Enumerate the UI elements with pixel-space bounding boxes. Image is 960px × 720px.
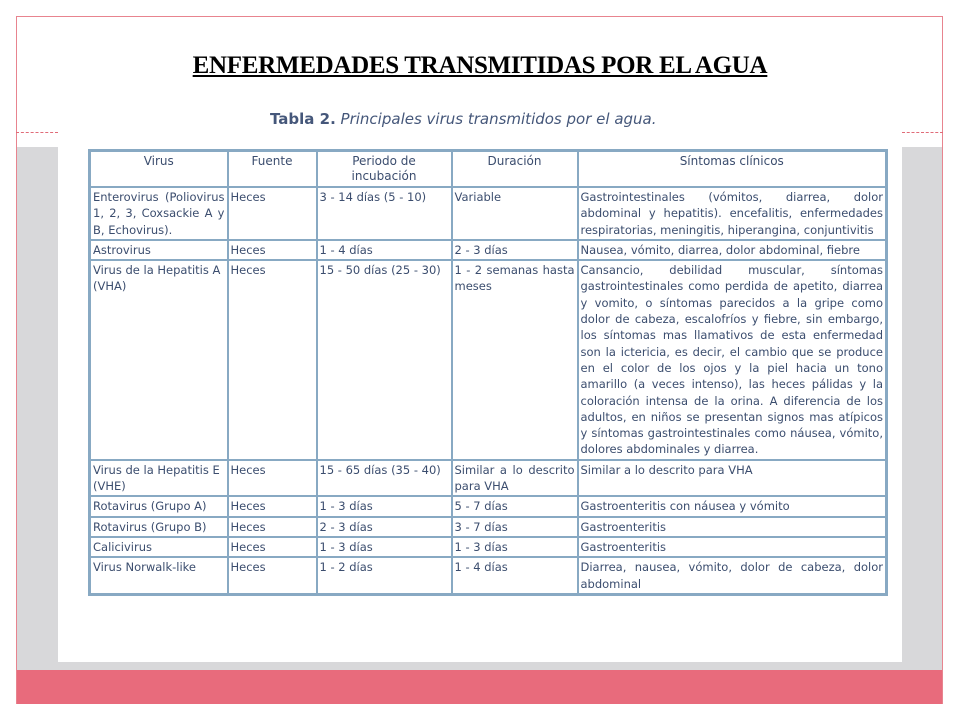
table-row [90,537,887,557]
cell-sintomas: Nausea, vómito, diarrea, dolor abdominal, fiebre [578,240,887,260]
cell-periodo: 2 - 3 días [317,517,452,537]
table-row [90,557,887,594]
cell-virus: Enterovirus (Poliovirus 1, 2, 3, Coxsackie A y B, Echovirus). [90,187,228,240]
header-divider-right [902,132,943,133]
cell-virus: Virus de la Hepatitis E (VHE) [90,460,228,497]
header-duracion: Duración [452,151,578,188]
cell-virus: Virus de la Hepatitis A (VHA) [90,260,228,460]
table-row [90,496,887,516]
table-caption [270,110,770,128]
cell-duracion: 1 - 2 semanas hasta meses [452,260,578,460]
cell-sintomas: Gastroenteritis [578,537,887,557]
cell-fuente: Heces [228,537,317,557]
cell-periodo: 1 - 2 días [317,557,452,594]
table-row [90,460,887,497]
cell-periodo: 1 - 3 días [317,496,452,516]
table-row [90,260,887,460]
table-row [90,517,887,537]
cell-sintomas: Similar a lo descrito para VHA [578,460,887,497]
cell-sintomas: Gastroenteritis con náusea y vómito [578,496,887,516]
cell-periodo: 15 - 65 días (35 - 40) [317,460,452,497]
cell-fuente: Heces [228,496,317,516]
cell-sintomas: Gastrointestinales (vómitos, diarrea, dolor abdominal y hepatitis). encefalitis, enfermedades respiratorias, meningitis, hiperangina, conjuntivitis [578,187,887,240]
cell-duracion: 1 - 4 días [452,557,578,594]
cell-duracion: Similar a lo descrito para VHA [452,460,578,497]
cell-duracion: 1 - 3 días [452,537,578,557]
cell-virus: Virus Norwalk-like [90,557,228,594]
cell-fuente: Heces [228,187,317,240]
cell-sintomas: Diarrea, nausea, vómito, dolor de cabeza, dolor abdominal [578,557,887,594]
header-sintomas: Síntomas clínicos [578,151,887,188]
cell-virus: Astrovirus [90,240,228,260]
table-header-row [90,151,887,188]
cell-duracion: 5 - 7 días [452,496,578,516]
cell-periodo: 15 - 50 días (25 - 30) [317,260,452,460]
cell-duracion: 2 - 3 días [452,240,578,260]
header-virus: Virus [90,151,228,188]
cell-virus: Rotavirus (Grupo A) [90,496,228,516]
table-image [58,100,902,662]
virus-table [88,149,888,596]
caption-label: Tabla 2. [270,110,336,128]
cell-fuente: Heces [228,460,317,497]
cell-virus: Calicivirus [90,537,228,557]
table-row [90,240,887,260]
cell-sintomas: Gastroenteritis [578,517,887,537]
cell-duracion: Variable [452,187,578,240]
cell-fuente: Heces [228,260,317,460]
slide-title: ENFERMEDADES TRANSMITIDAS POR EL AGUA [192,52,768,79]
cell-virus: Rotavirus (Grupo B) [90,517,228,537]
cell-duracion: 3 - 7 días [452,517,578,537]
footer-bar [17,670,942,704]
caption-text: Principales virus transmitidos por el agua. [335,110,657,128]
cell-fuente: Heces [228,557,317,594]
cell-sintomas: Cansancio, debilidad muscular, síntomas gastrointestinales como perdida de apetito, diarrea y vomito, o síntomas parecidos a la gripe como dolor de cabeza, escalofríos y fiebre, sin embargo, los síntomas mas llamativos de esta enfermedad son la ictericia, es decir, el cambio que se produce en el color de los ojos y la piel hacia un tono amarillo (a veces intenso), las heces pálidas y la coloración intensa de la orina. A diferencia de los adultos, en niños se presentan signos mas atípicos y síntomas gastrointestinales como náusea, vómito, dolores abdominales y diarrea. [578,260,887,460]
header-divider-left [16,132,58,133]
cell-periodo: 1 - 3 días [317,537,452,557]
table-row [90,187,887,240]
cell-fuente: Heces [228,517,317,537]
header-periodo: Periodo de incubación [317,151,452,188]
cell-periodo: 1 - 4 días [317,240,452,260]
header-fuente: Fuente [228,151,317,188]
cell-fuente: Heces [228,240,317,260]
cell-periodo: 3 - 14 días (5 - 10) [317,187,452,240]
